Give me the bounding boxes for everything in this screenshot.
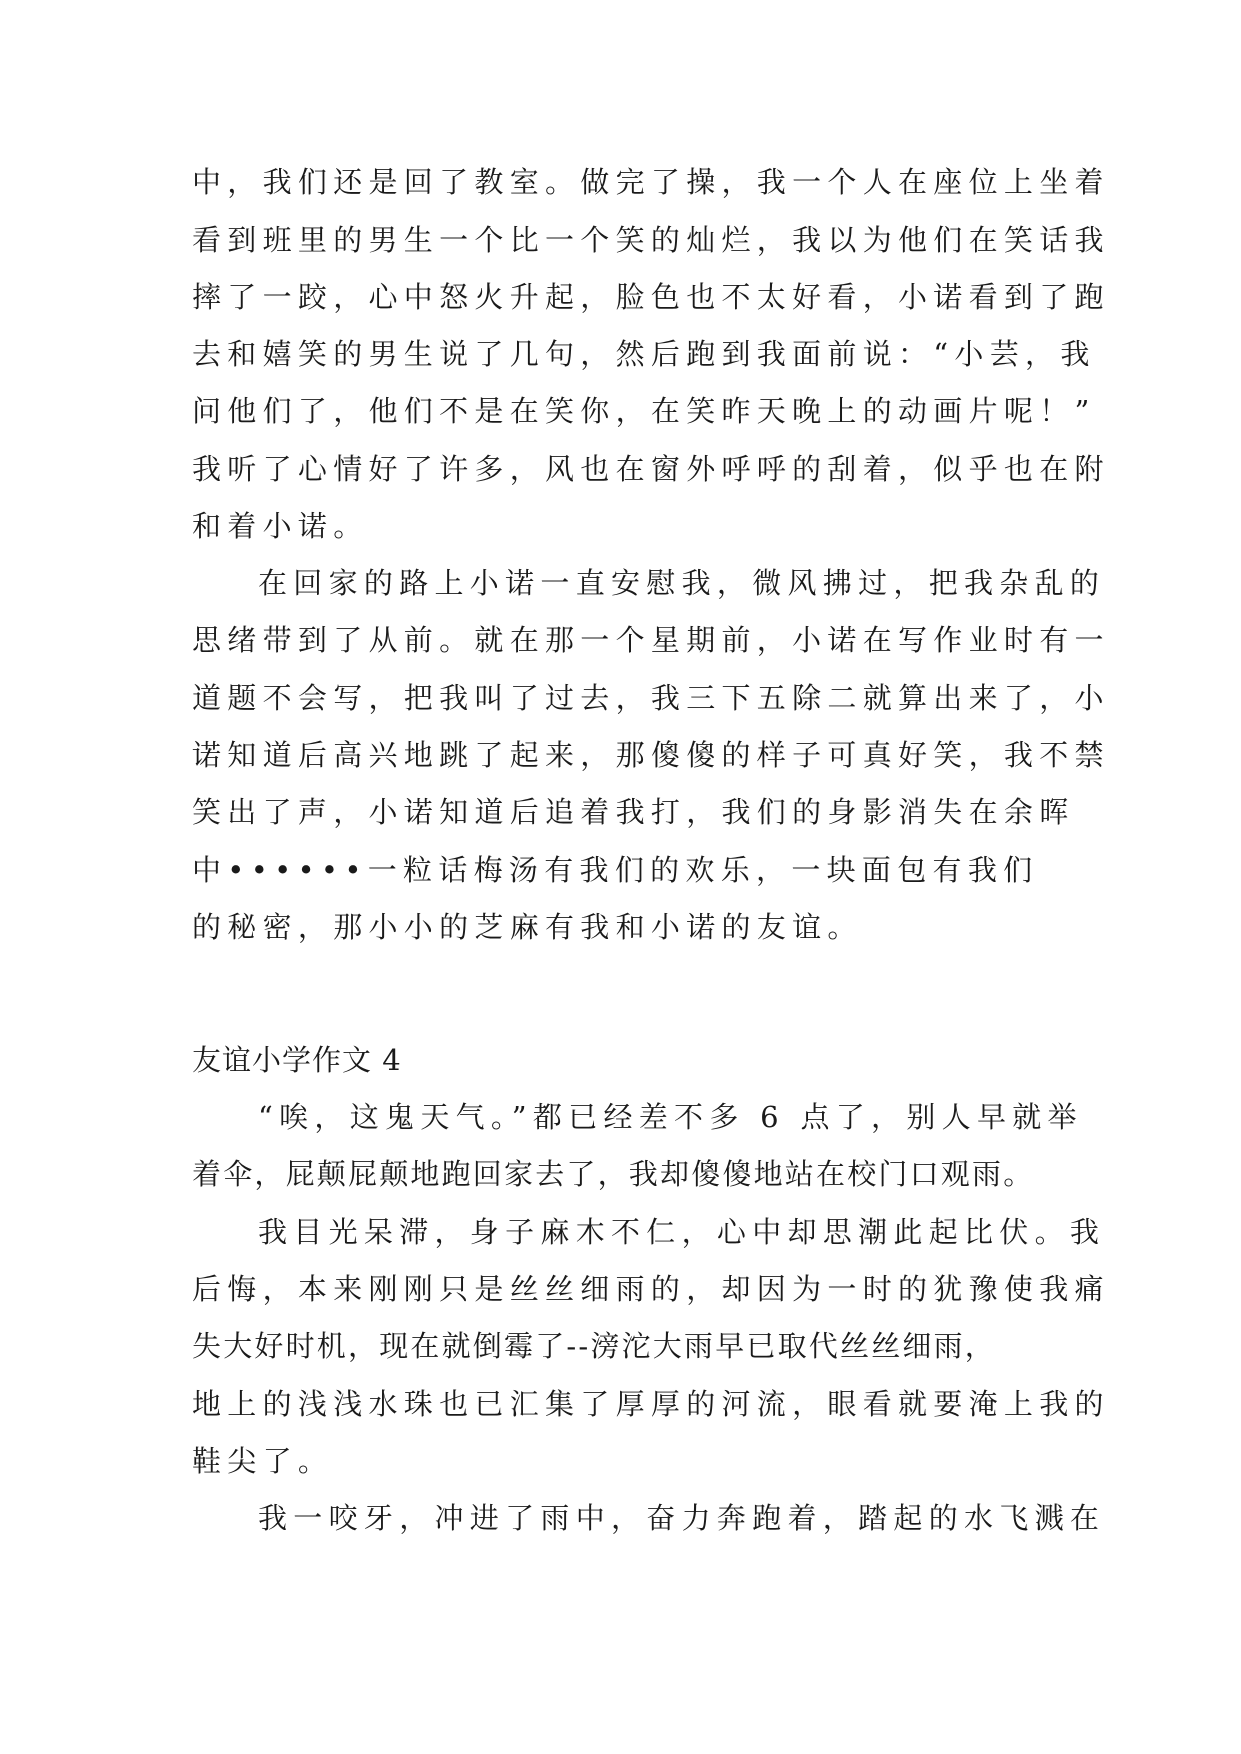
text-line: 摔了一跤，心中怒火升起，脸色也不太好看，小诺看到了跑: [192, 280, 1110, 314]
text-line: 着伞，屁颠屁颠地跑回家去了，我却傻傻地站在校门口观雨。: [192, 1157, 1035, 1191]
text-line: 我听了心情好了许多，风也在窗外呼呼的刮着，似乎也在附: [192, 452, 1110, 486]
section-heading: 友谊小学作文 4: [192, 1043, 402, 1077]
text-line: 中，我们还是回了教室。做完了操，我一个人在座位上坐着: [192, 165, 1110, 199]
text-line: 笑出了声，小诺知道后追着我打，我们的身影消失在余晖: [192, 795, 1075, 829]
text-line: 问他们了，他们不是在笑你，在笑昨天晚上的动画片呢！”: [192, 394, 1096, 428]
text-line: 道题不会写，把我叫了过去，我三下五除二就算出来了，小: [192, 681, 1110, 715]
text-line: 的秘密，那小小的芝麻有我和小诺的友谊。: [192, 910, 863, 944]
text-line: 和着小诺。: [192, 509, 369, 543]
text-line: 去和嬉笑的男生说了几句，然后跑到我面前说：“小芸，我: [192, 337, 1096, 371]
text-line: 地上的浅浅水珠也已汇集了厚厚的河流，眼看就要淹上我的: [192, 1387, 1110, 1421]
text-line: 看到班里的男生一个比一个笑的灿烂，我以为他们在笑话我: [192, 223, 1110, 257]
text-line: “唉，这鬼天气。”都已经差不多 6 点了，别人早就举: [258, 1100, 1083, 1134]
text-line: 我目光呆滞，身子麻木不仁，心中却思潮此起比伏。我: [258, 1215, 1106, 1249]
text-line: 思绪带到了从前。就在那一个星期前，小诺在写作业时有一: [192, 623, 1110, 657]
text-line: 后悔，本来刚刚只是丝丝细雨的，却因为一时的犹豫使我痛: [192, 1272, 1110, 1306]
text-line: 鞋尖了。: [192, 1444, 334, 1478]
text-line: 我一咬牙，冲进了雨中，奋力奔跑着，踏起的水飞溅在: [258, 1501, 1106, 1535]
text-line: 失大好时机，现在就倒霉了--滂沱大雨早已取代丝丝细雨，: [192, 1329, 996, 1363]
text-line: 在回家的路上小诺一直安慰我，微风拂过，把我杂乱的: [258, 566, 1106, 600]
text-line: 诺知道后高兴地跳了起来，那傻傻的样子可真好笑，我不禁: [192, 738, 1110, 772]
text-line: 中••••••一粒话梅汤有我们的欢乐，一块面包有我们: [192, 853, 1039, 887]
